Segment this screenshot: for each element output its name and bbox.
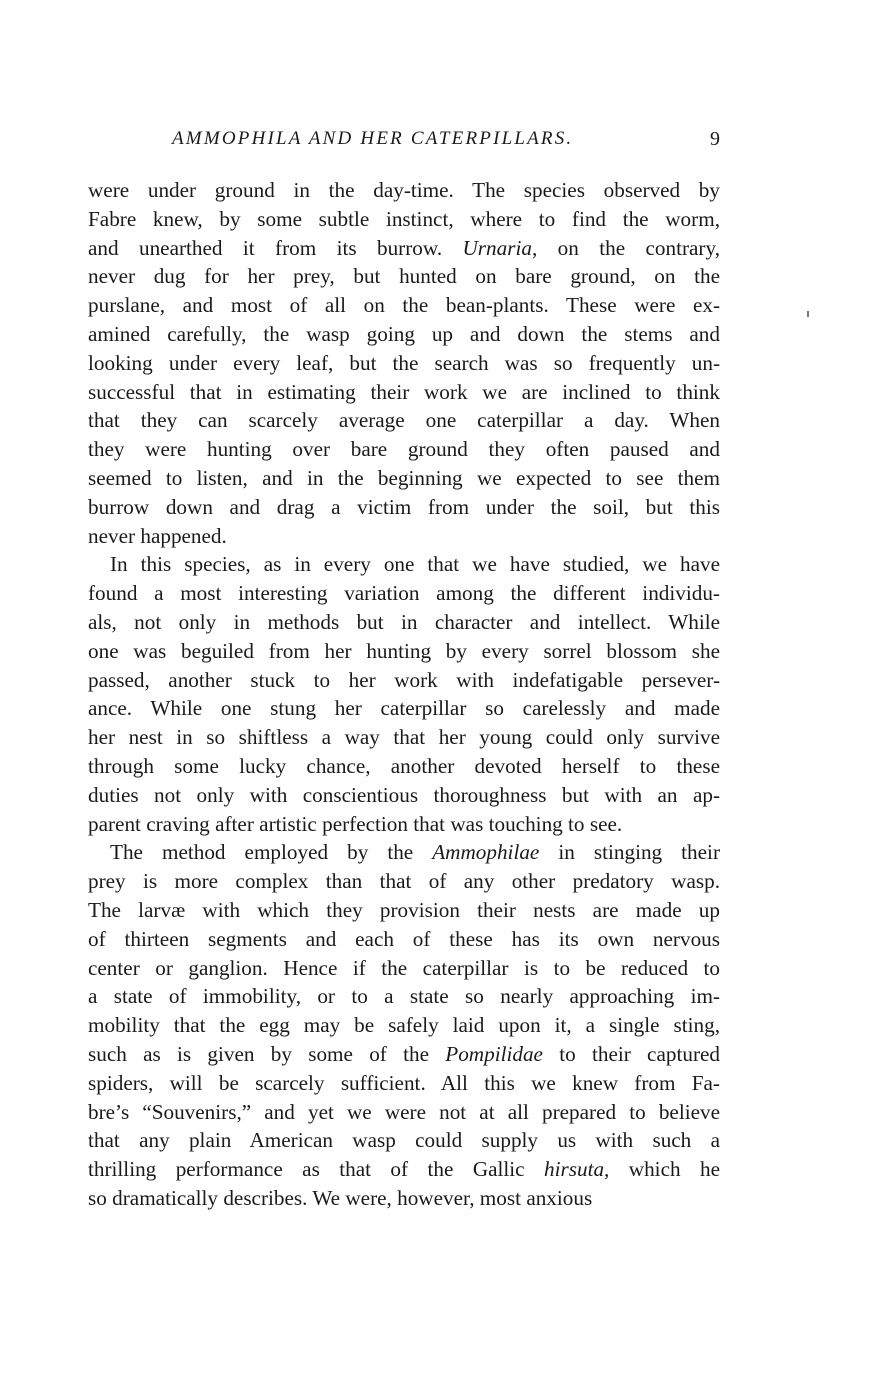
text-line: never happened. xyxy=(88,523,227,548)
text-line: spiders, will be scarcely sufficient. All this we knew from Fa- xyxy=(88,1070,720,1095)
text-line: In this species, as in every one that we have studied, we have xyxy=(110,552,720,577)
text-line: The larvæ with which they provision their nests are made up xyxy=(88,897,720,922)
text-line: never dug for her prey, but hunted on bare ground, on the xyxy=(88,264,720,289)
page-number: 9 xyxy=(710,128,720,150)
paragraph xyxy=(88,176,720,550)
text-line: purslane, and most of all on the bean-plants. These were ex- xyxy=(88,293,720,318)
print-speck xyxy=(807,311,809,317)
italic-term: Pompilidae xyxy=(445,1041,543,1066)
body-text xyxy=(88,176,720,1213)
running-title: AMMOPHILA AND HER CATERPILLARS. xyxy=(172,128,574,149)
text-line: The method employed by the Ammophilae in stinging their xyxy=(110,840,720,865)
text-line: prey is more complex than that of any other predatory wasp. xyxy=(88,869,720,894)
text-line: a state of immobility, or to a state so nearly approaching im- xyxy=(88,984,720,1009)
text-line: and unearthed it from its burrow. Urnaria, on the contrary, xyxy=(88,235,720,260)
text-line: duties not only with conscientious thoroughness but with an ap- xyxy=(88,782,720,807)
text-line: one was beguiled from her hunting by every sorrel blossom she xyxy=(88,638,720,663)
text-line: that they can scarcely average one caterpillar a day. When xyxy=(88,408,720,433)
text-line: of thirteen segments and each of these has its own nervous xyxy=(88,926,720,951)
text-line: they were hunting over bare ground they often paused and xyxy=(88,437,720,462)
text-line: thrilling performance as that of the Gallic hirsuta, which he xyxy=(88,1157,720,1182)
text-line: found a most interesting variation among the different individu- xyxy=(88,581,720,606)
text-line: so dramatically describes. We were, however, most anxious xyxy=(88,1185,593,1210)
italic-term: Ammophilae xyxy=(432,840,540,865)
italic-term: hirsuta, xyxy=(544,1157,610,1182)
running-head xyxy=(88,128,720,158)
text-line: Fabre knew, by some subtle instinct, where to find the worm, xyxy=(88,206,720,231)
text-line: her nest in so shiftless a way that her young could only survive xyxy=(88,725,720,750)
text-line: seemed to listen, and in the beginning we expected to see them xyxy=(88,465,720,490)
text-line: parent craving after artistic perfection that was touching to see. xyxy=(88,811,623,836)
text-line: amined carefully, the wasp going up and down the stems and xyxy=(88,321,720,346)
text-line: such as is given by some of the Pompilidae to their captured xyxy=(88,1041,720,1066)
text-line: looking under every leaf, but the search was so frequently un- xyxy=(88,350,720,375)
text-line: burrow down and drag a victim from under the soil, but this xyxy=(88,494,720,519)
text-line: center or ganglion. Hence if the caterpillar is to be reduced to xyxy=(88,955,720,980)
paragraph xyxy=(88,838,720,1212)
text-line: successful that in estimating their work we are inclined to think xyxy=(88,379,720,404)
text-line: through some lucky chance, another devoted herself to these xyxy=(88,753,720,778)
paragraph xyxy=(88,550,720,838)
text-line: that any plain American wasp could supply us with such a xyxy=(88,1128,720,1153)
text-line: bre’s “Souvenirs,” and yet we were not at all prepared to believe xyxy=(88,1099,720,1124)
text-line: mobility that the egg may be safely laid upon it, a single sting, xyxy=(88,1013,720,1038)
text-line: als, not only in methods but in character and intellect. While xyxy=(88,609,720,634)
text-line: were under ground in the day-time. The species observed by xyxy=(88,178,720,202)
text-line: ance. While one stung her caterpillar so carelessly and made xyxy=(88,696,720,721)
text-line: passed, another stuck to her work with indefatigable persever- xyxy=(88,667,720,692)
italic-term: Urnaria, xyxy=(462,235,538,260)
